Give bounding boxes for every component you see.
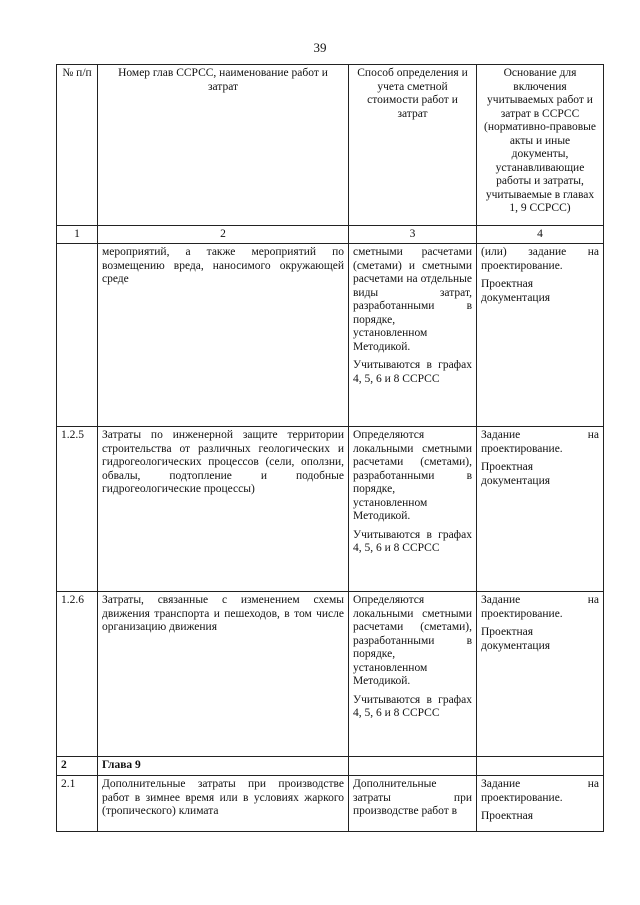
column-number: 4 [477,226,604,244]
row-method [349,592,477,757]
header-basis: Основание для включения учитываемых работ и затрат в ССРСС (нормативно-правовые акты и иные документы, устанавливающие работы и затраты, учитываемые в главах 1, 9 ССРСС) [477,65,604,226]
table-header-row [57,65,604,226]
basis-doc: Проектная документация [481,461,551,487]
table-row [57,244,604,427]
chapter-title: Глава 9 [98,757,349,776]
row-name: Дополнительные затраты при производстве работ в зимнее время или в условиях жаркого (тропического) климата [98,776,349,832]
chapter-number: 2 [57,757,98,776]
basis-doc: Проектная [481,810,534,822]
table-row [57,776,604,832]
row-number: 2.1 [57,776,98,832]
column-number: 1 [57,226,98,244]
method-columns-note: Учитываются в графах 4, 5, 6 и 8 ССРСС [353,359,472,385]
column-number: 2 [98,226,349,244]
method-text: Определяются локальными сметными расчетами (сметами), разработанными в порядке, установленном Методикой. [353,594,472,687]
method-text: Определяются локальными сметными расчетами (сметами), разработанными в порядке, установленном Методикой. [353,429,472,522]
empty-cell [477,757,604,776]
chapter-row [57,757,604,776]
basis-doc: Проектная документация [481,278,551,304]
row-method [349,776,477,832]
works-table [56,64,604,832]
row-basis [477,427,604,592]
method-text: Дополнительные затраты при производстве работ в [353,778,472,817]
row-number: 1.2.5 [57,427,98,592]
page-number: 39 [313,40,327,55]
basis-doc: Проектная документация [481,626,551,652]
table-row [57,427,604,592]
row-name: мероприятий, а также мероприятий по возмещению вреда, наносимого окружающей среде [98,244,349,427]
row-method [349,244,477,427]
row-basis [477,244,604,427]
method-columns-note: Учитываются в графах 4, 5, 6 и 8 ССРСС [353,693,472,719]
method-text: сметными расчетами (сметами) и сметными расчетами на отдельные виды затрат, разработанными в порядке, установленном Методикой. [353,246,472,353]
row-number: 1.2.6 [57,592,98,757]
column-numbers-row [57,226,604,244]
row-basis [477,592,604,757]
header-number: № п/п [57,65,98,226]
row-name: Затраты, связанные с изменением схемы движения транспорта и пешеходов, в том числе организацию движения [98,592,349,757]
basis-text: (или) задание на проектирование. [481,246,599,272]
basis-text: Задание на проектирование. [481,594,599,620]
row-basis [477,776,604,832]
empty-cell [349,757,477,776]
header-name: Номер глав ССРСС, наименование работ и затрат [98,65,349,226]
column-number: 3 [349,226,477,244]
header-method: Способ определения и учета сметной стоимости работ и затрат [349,65,477,226]
row-name: Затраты по инженерной защите территории строительства от различных геологических и гидрогеологических процессов (сели, оползни, обвалы, подтопление и подобные гидрогеологические процессы) [98,427,349,592]
table-row [57,592,604,757]
basis-text: Задание на проектирование. [481,429,599,455]
row-method [349,427,477,592]
basis-text: Задание на проектирование. [481,778,599,804]
method-columns-note: Учитываются в графах 4, 5, 6 и 8 ССРСС [353,528,472,554]
row-number [57,244,98,427]
